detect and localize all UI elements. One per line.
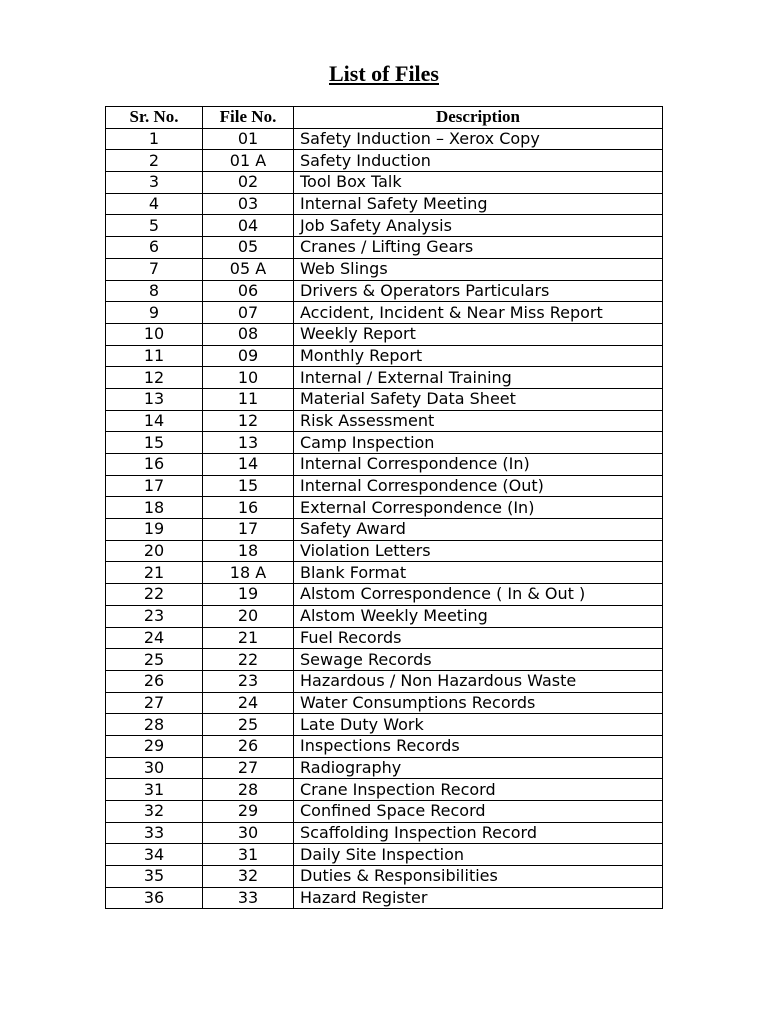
description-cell: Cranes / Lifting Gears: [294, 237, 663, 259]
sr-no-cell: 20: [106, 540, 203, 562]
table-row: [106, 822, 663, 844]
description-cell: Confined Space Record: [294, 801, 663, 823]
table-row: [106, 432, 663, 454]
file-no-cell: 01 A: [203, 150, 294, 172]
description-cell: Camp Inspection: [294, 432, 663, 454]
file-no-cell: 18 A: [203, 562, 294, 584]
table-row: [106, 562, 663, 584]
description-cell: Job Safety Analysis: [294, 215, 663, 237]
table-row: [106, 866, 663, 888]
table-row: [106, 627, 663, 649]
sr-no-cell: 17: [106, 475, 203, 497]
file-no-cell: 03: [203, 193, 294, 215]
description-cell: Internal Safety Meeting: [294, 193, 663, 215]
sr-no-cell: 32: [106, 801, 203, 823]
column-header-description: Description: [294, 107, 663, 129]
description-cell: Hazard Register: [294, 887, 663, 909]
sr-no-cell: 28: [106, 714, 203, 736]
sr-no-cell: 34: [106, 844, 203, 866]
sr-no-cell: 12: [106, 367, 203, 389]
description-cell: Fuel Records: [294, 627, 663, 649]
file-no-cell: 27: [203, 757, 294, 779]
sr-no-cell: 15: [106, 432, 203, 454]
file-no-cell: 04: [203, 215, 294, 237]
table-row: [106, 410, 663, 432]
table-row: [106, 757, 663, 779]
column-header-file-no: File No.: [203, 107, 294, 129]
file-no-cell: 20: [203, 605, 294, 627]
table-row: [106, 649, 663, 671]
table-row: [106, 584, 663, 606]
file-no-cell: 30: [203, 822, 294, 844]
sr-no-cell: 6: [106, 237, 203, 259]
file-no-cell: 23: [203, 670, 294, 692]
table-row: [106, 150, 663, 172]
description-cell: Crane Inspection Record: [294, 779, 663, 801]
description-cell: Radiography: [294, 757, 663, 779]
description-cell: Material Safety Data Sheet: [294, 388, 663, 410]
file-no-cell: 22: [203, 649, 294, 671]
file-no-cell: 14: [203, 454, 294, 476]
sr-no-cell: 11: [106, 345, 203, 367]
description-cell: Safety Award: [294, 519, 663, 541]
sr-no-cell: 22: [106, 584, 203, 606]
file-no-cell: 01: [203, 128, 294, 150]
table-row: [106, 215, 663, 237]
sr-no-cell: 7: [106, 258, 203, 280]
description-cell: Web Slings: [294, 258, 663, 280]
sr-no-cell: 23: [106, 605, 203, 627]
file-no-cell: 16: [203, 497, 294, 519]
file-no-cell: 17: [203, 519, 294, 541]
table-row: [106, 801, 663, 823]
sr-no-cell: 4: [106, 193, 203, 215]
sr-no-cell: 9: [106, 302, 203, 324]
table-row: [106, 302, 663, 324]
table-row: [106, 388, 663, 410]
column-header-sr-no: Sr. No.: [106, 107, 203, 129]
file-no-cell: 15: [203, 475, 294, 497]
sr-no-cell: 31: [106, 779, 203, 801]
description-cell: Hazardous / Non Hazardous Waste: [294, 670, 663, 692]
file-no-cell: 13: [203, 432, 294, 454]
sr-no-cell: 33: [106, 822, 203, 844]
sr-no-cell: 5: [106, 215, 203, 237]
page-title: List of Files: [329, 61, 439, 86]
file-no-cell: 08: [203, 323, 294, 345]
description-cell: Safety Induction – Xerox Copy: [294, 128, 663, 150]
table-row: [106, 367, 663, 389]
sr-no-cell: 18: [106, 497, 203, 519]
table-row: [106, 605, 663, 627]
description-cell: Accident, Incident & Near Miss Report: [294, 302, 663, 324]
table-row: [106, 345, 663, 367]
description-cell: Blank Format: [294, 562, 663, 584]
file-no-cell: 18: [203, 540, 294, 562]
file-no-cell: 02: [203, 172, 294, 194]
file-no-cell: 24: [203, 692, 294, 714]
file-no-cell: 32: [203, 866, 294, 888]
file-no-cell: 10: [203, 367, 294, 389]
table-row: [106, 280, 663, 302]
file-no-cell: 05: [203, 237, 294, 259]
table-header-row: [106, 107, 663, 129]
description-cell: Weekly Report: [294, 323, 663, 345]
file-no-cell: 09: [203, 345, 294, 367]
table-row: [106, 692, 663, 714]
file-no-cell: 05 A: [203, 258, 294, 280]
table-row: [106, 193, 663, 215]
table-row: [106, 454, 663, 476]
description-cell: Water Consumptions Records: [294, 692, 663, 714]
table-row: [106, 172, 663, 194]
description-cell: Scaffolding Inspection Record: [294, 822, 663, 844]
description-cell: Safety Induction: [294, 150, 663, 172]
file-no-cell: 31: [203, 844, 294, 866]
sr-no-cell: 10: [106, 323, 203, 345]
file-no-cell: 28: [203, 779, 294, 801]
description-cell: External Correspondence (In): [294, 497, 663, 519]
table-row: [106, 237, 663, 259]
description-cell: Late Duty Work: [294, 714, 663, 736]
file-no-cell: 12: [203, 410, 294, 432]
sr-no-cell: 25: [106, 649, 203, 671]
table-row: [106, 323, 663, 345]
sr-no-cell: 30: [106, 757, 203, 779]
file-no-cell: 11: [203, 388, 294, 410]
file-no-cell: 26: [203, 735, 294, 757]
description-cell: Duties & Responsibilities: [294, 866, 663, 888]
description-cell: Drivers & Operators Particulars: [294, 280, 663, 302]
description-cell: Daily Site Inspection: [294, 844, 663, 866]
sr-no-cell: 16: [106, 454, 203, 476]
description-cell: Alstom Weekly Meeting: [294, 605, 663, 627]
table-row: [106, 779, 663, 801]
file-no-cell: 33: [203, 887, 294, 909]
files-table: [105, 106, 663, 909]
table-row: [106, 670, 663, 692]
file-no-cell: 29: [203, 801, 294, 823]
file-no-cell: 25: [203, 714, 294, 736]
file-no-cell: 19: [203, 584, 294, 606]
table-row: [106, 497, 663, 519]
table-row: [106, 519, 663, 541]
table-row: [106, 844, 663, 866]
sr-no-cell: 14: [106, 410, 203, 432]
table-row: [106, 714, 663, 736]
description-cell: Alstom Correspondence ( In & Out ): [294, 584, 663, 606]
description-cell: Inspections Records: [294, 735, 663, 757]
description-cell: Violation Letters: [294, 540, 663, 562]
sr-no-cell: 36: [106, 887, 203, 909]
file-no-cell: 07: [203, 302, 294, 324]
file-no-cell: 21: [203, 627, 294, 649]
table-row: [106, 887, 663, 909]
sr-no-cell: 35: [106, 866, 203, 888]
description-cell: Tool Box Talk: [294, 172, 663, 194]
sr-no-cell: 26: [106, 670, 203, 692]
table-row: [106, 258, 663, 280]
description-cell: Risk Assessment: [294, 410, 663, 432]
description-cell: Sewage Records: [294, 649, 663, 671]
sr-no-cell: 8: [106, 280, 203, 302]
table-row: [106, 735, 663, 757]
sr-no-cell: 24: [106, 627, 203, 649]
sr-no-cell: 21: [106, 562, 203, 584]
sr-no-cell: 19: [106, 519, 203, 541]
sr-no-cell: 29: [106, 735, 203, 757]
description-cell: Internal Correspondence (In): [294, 454, 663, 476]
description-cell: Internal Correspondence (Out): [294, 475, 663, 497]
sr-no-cell: 13: [106, 388, 203, 410]
description-cell: Monthly Report: [294, 345, 663, 367]
sr-no-cell: 27: [106, 692, 203, 714]
table-row: [106, 475, 663, 497]
sr-no-cell: 2: [106, 150, 203, 172]
description-cell: Internal / External Training: [294, 367, 663, 389]
sr-no-cell: 3: [106, 172, 203, 194]
sr-no-cell: 1: [106, 128, 203, 150]
table-row: [106, 540, 663, 562]
table-row: [106, 128, 663, 150]
file-no-cell: 06: [203, 280, 294, 302]
table-body: [106, 128, 663, 909]
